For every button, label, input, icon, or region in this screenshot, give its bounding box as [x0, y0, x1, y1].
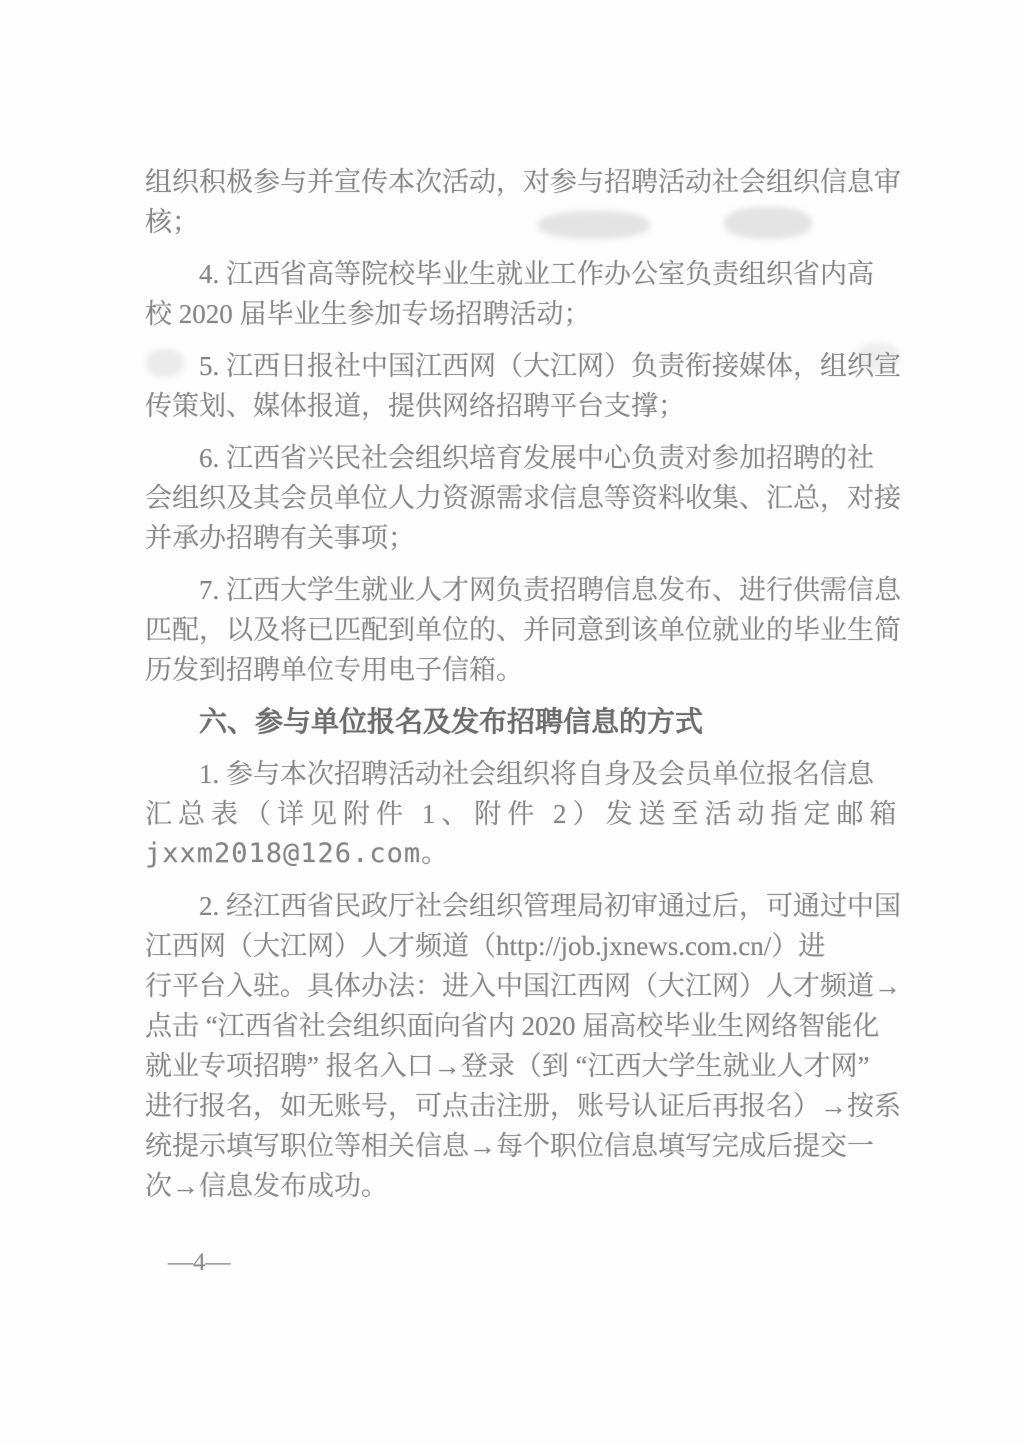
text-line: 2. 经江西省民政厅社会组织管理局初审通过后，可通过中国 [199, 891, 901, 921]
text-line: 点击 “江西省社会组织面向省内 2020 届高校毕业生网络智能化 [145, 1011, 880, 1041]
text-line: 4. 江西省高等院校毕业生就业工作办公室负责组织省内高 [199, 259, 874, 289]
text-line: 行平台入驻。具体办法：进入中国江西网（大江网）人才频道→ [145, 971, 901, 1001]
text-line: 次→信息发布成功。 [145, 1171, 388, 1201]
text-line: 汇总表（详见附件 1、附件 2）发送至活动指定邮箱 [145, 799, 903, 829]
text-line: 进行报名，如无账号，可点击注册，账号认证后再报名）→按系 [145, 1091, 901, 1121]
text-line: 核； [145, 207, 199, 237]
text-line: 1. 参与本次招聘活动社会组织将自身及会员单位报名信息 [199, 759, 874, 789]
section-heading: 六、参与单位报名及发布招聘信息的方式 [199, 706, 704, 737]
email-address-line: jxxm2018@126.com。 [145, 838, 450, 869]
url-line: 江西网（大江网）人才频道（http://job.jxnews.com.cn/）进 [145, 931, 826, 961]
document-body [145, 162, 909, 1206]
text-line: 会组织及其会员单位人力资源需求信息等资料收集、汇总，对接 [145, 483, 901, 513]
text-line: 历发到招聘单位专用电子信箱。 [145, 655, 523, 685]
page-number: —4— [168, 1249, 231, 1276]
text-line: 7. 江西大学生就业人才网负责招聘信息发布、进行供需信息 [199, 575, 901, 605]
text-line: 6. 江西省兴民社会组织培育发展中心负责对参加招聘的社 [199, 443, 874, 473]
text-line: 匹配，以及将已匹配到单位的、并同意到该单位就业的毕业生简 [145, 615, 901, 645]
text-line: 组织积极参与并宣传本次活动，对参与招聘活动社会组织信息审 [145, 167, 901, 197]
text-line: 统提示填写职位等相关信息→每个职位信息填写完成后提交一 [145, 1131, 874, 1161]
text-line: 校 2020 届毕业生参加专场招聘活动； [145, 299, 591, 329]
text-line: 5. 江西日报社中国江西网（大江网）负责衔接媒体，组织宣 [199, 351, 901, 381]
text-line: 就业专项招聘” 报名入口→登录（到 “江西大学生就业人才网” [145, 1051, 870, 1081]
text-line: 传策划、媒体报道，提供网络招聘平台支撑； [145, 391, 685, 421]
text-line: 并承办招聘有关事项； [145, 523, 415, 553]
